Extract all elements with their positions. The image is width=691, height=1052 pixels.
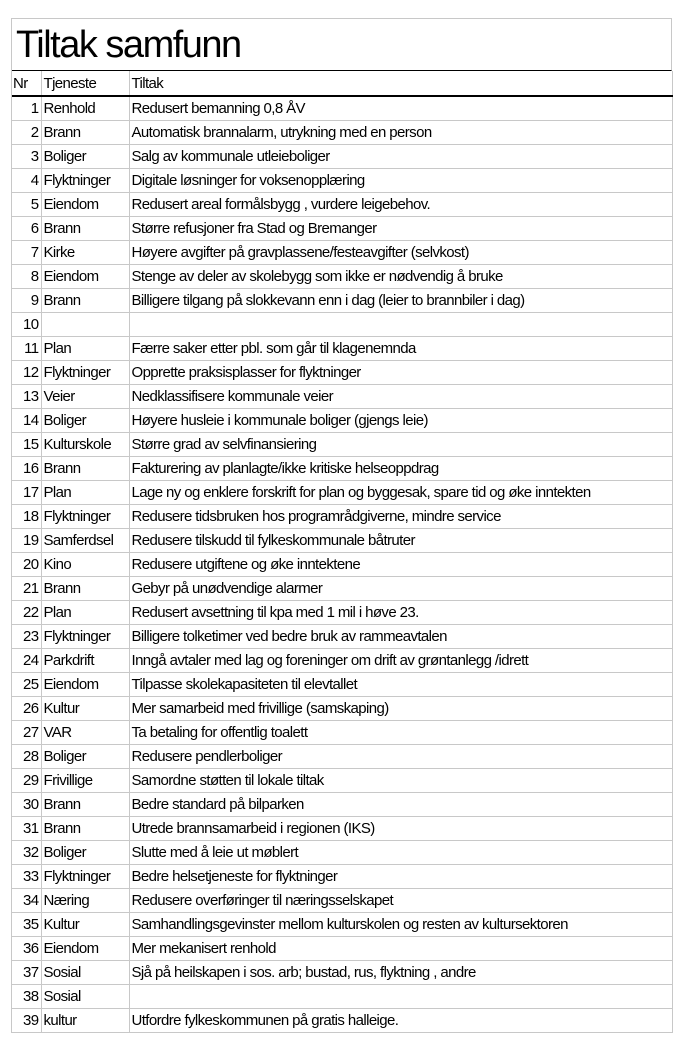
row-number-cell: 30 bbox=[12, 792, 41, 816]
table-row bbox=[12, 888, 672, 912]
measure-cell: Mer samarbeid med frivillige (samskaping) bbox=[129, 696, 672, 720]
measure-cell: Redusere tilskudd til fylkeskommunale båtruter bbox=[129, 528, 672, 552]
row-number-cell: 14 bbox=[12, 408, 41, 432]
service-cell: Eiendom bbox=[41, 936, 129, 960]
row-number-cell: 3 bbox=[12, 144, 41, 168]
service-cell: Brann bbox=[41, 792, 129, 816]
table-row bbox=[12, 960, 672, 984]
service-cell: Boliger bbox=[41, 408, 129, 432]
service-cell: Plan bbox=[41, 480, 129, 504]
row-number-cell: 13 bbox=[12, 384, 41, 408]
table-row bbox=[12, 408, 672, 432]
service-cell: Eiendom bbox=[41, 192, 129, 216]
service-cell: Plan bbox=[41, 600, 129, 624]
row-number-cell: 9 bbox=[12, 288, 41, 312]
service-cell: Parkdrift bbox=[41, 648, 129, 672]
table-row bbox=[12, 96, 672, 120]
table-row bbox=[12, 240, 672, 264]
measure-cell: Redusere overføringer til næringsselskapet bbox=[129, 888, 672, 912]
row-number-cell: 38 bbox=[12, 984, 41, 1008]
row-number-cell: 29 bbox=[12, 768, 41, 792]
measure-cell: Redusert bemanning 0,8 ÅV bbox=[129, 96, 672, 120]
table-row bbox=[12, 624, 672, 648]
measure-cell: Redusere pendlerboliger bbox=[129, 744, 672, 768]
table-row bbox=[12, 216, 672, 240]
table-row bbox=[12, 384, 672, 408]
page-title: Tiltak samfunn bbox=[12, 19, 672, 71]
row-number-cell: 33 bbox=[12, 864, 41, 888]
column-header-nr: Nr bbox=[12, 71, 41, 96]
service-cell: Næring bbox=[41, 888, 129, 912]
table-row bbox=[12, 456, 672, 480]
table-row bbox=[12, 720, 672, 744]
table-row bbox=[12, 696, 672, 720]
measure-cell bbox=[129, 312, 672, 336]
service-cell: Flyktninger bbox=[41, 360, 129, 384]
row-number-cell: 18 bbox=[12, 504, 41, 528]
row-number-cell: 37 bbox=[12, 960, 41, 984]
table-body bbox=[12, 96, 672, 1032]
service-cell: Flyktninger bbox=[41, 624, 129, 648]
service-cell: Samferdsel bbox=[41, 528, 129, 552]
row-number-cell: 8 bbox=[12, 264, 41, 288]
measures-table bbox=[12, 71, 673, 1033]
table-row bbox=[12, 120, 672, 144]
table-row bbox=[12, 600, 672, 624]
table-row bbox=[12, 912, 672, 936]
row-number-cell: 12 bbox=[12, 360, 41, 384]
row-number-cell: 25 bbox=[12, 672, 41, 696]
column-header-measure: Tiltak bbox=[129, 71, 672, 96]
table-row bbox=[12, 432, 672, 456]
row-number-cell: 39 bbox=[12, 1008, 41, 1032]
measure-cell: Fakturering av planlagte/ikke kritiske helseoppdrag bbox=[129, 456, 672, 480]
row-number-cell: 27 bbox=[12, 720, 41, 744]
measure-cell: Samordne støtten til lokale tiltak bbox=[129, 768, 672, 792]
measure-cell: Billigere tilgang på slokkevann enn i dag (leier to brannbiler i dag) bbox=[129, 288, 672, 312]
table-row bbox=[12, 936, 672, 960]
measure-cell: Bedre standard på bilparken bbox=[129, 792, 672, 816]
measure-cell: Nedklassifisere kommunale veier bbox=[129, 384, 672, 408]
table-row bbox=[12, 288, 672, 312]
measure-cell: Ta betaling for offentlig toalett bbox=[129, 720, 672, 744]
row-number-cell: 22 bbox=[12, 600, 41, 624]
measure-cell: Inngå avtaler med lag og foreninger om drift av grøntanlegg /idrett bbox=[129, 648, 672, 672]
measure-cell: Mer mekanisert renhold bbox=[129, 936, 672, 960]
measure-cell: Lage ny og enklere forskrift for plan og byggesak, spare tid og øke inntekten bbox=[129, 480, 672, 504]
row-number-cell: 5 bbox=[12, 192, 41, 216]
row-number-cell: 4 bbox=[12, 168, 41, 192]
table-row bbox=[12, 264, 672, 288]
table-row bbox=[12, 168, 672, 192]
service-cell: Eiendom bbox=[41, 264, 129, 288]
row-number-cell: 20 bbox=[12, 552, 41, 576]
measure-cell: Billigere tolketimer ved bedre bruk av rammeavtalen bbox=[129, 624, 672, 648]
measure-cell: Salg av kommunale utleieboliger bbox=[129, 144, 672, 168]
table-row bbox=[12, 312, 672, 336]
service-cell: Brann bbox=[41, 288, 129, 312]
row-number-cell: 23 bbox=[12, 624, 41, 648]
table-row bbox=[12, 984, 672, 1008]
measure-cell: Opprette praksisplasser for flyktninger bbox=[129, 360, 672, 384]
measure-cell: Høyere husleie i kommunale boliger (gjengs leie) bbox=[129, 408, 672, 432]
table-row bbox=[12, 480, 672, 504]
table-row bbox=[12, 528, 672, 552]
row-number-cell: 1 bbox=[12, 96, 41, 120]
service-cell: Kirke bbox=[41, 240, 129, 264]
row-number-cell: 11 bbox=[12, 336, 41, 360]
row-number-cell: 16 bbox=[12, 456, 41, 480]
service-cell: Veier bbox=[41, 384, 129, 408]
measure-cell: Sjå på heilskapen i sos. arb; bustad, rus, flyktning , andre bbox=[129, 960, 672, 984]
table-row bbox=[12, 360, 672, 384]
service-cell: VAR bbox=[41, 720, 129, 744]
table-header-row bbox=[12, 71, 672, 96]
row-number-cell: 10 bbox=[12, 312, 41, 336]
service-cell: Frivillige bbox=[41, 768, 129, 792]
service-cell: Boliger bbox=[41, 144, 129, 168]
measure-cell: Stenge av deler av skolebygg som ikke er nødvendig å bruke bbox=[129, 264, 672, 288]
table-row bbox=[12, 672, 672, 696]
measure-cell: Bedre helsetjeneste for flyktninger bbox=[129, 864, 672, 888]
service-cell: Sosial bbox=[41, 984, 129, 1008]
service-cell: Eiendom bbox=[41, 672, 129, 696]
service-cell: Renhold bbox=[41, 96, 129, 120]
spreadsheet bbox=[11, 18, 672, 1033]
measure-cell: Større grad av selvfinansiering bbox=[129, 432, 672, 456]
service-cell: Kino bbox=[41, 552, 129, 576]
table-row bbox=[12, 576, 672, 600]
measure-cell: Automatisk brannalarm, utrykning med en person bbox=[129, 120, 672, 144]
service-cell: Plan bbox=[41, 336, 129, 360]
service-cell: kultur bbox=[41, 1008, 129, 1032]
measure-cell bbox=[129, 984, 672, 1008]
service-cell: Kulturskole bbox=[41, 432, 129, 456]
row-number-cell: 32 bbox=[12, 840, 41, 864]
table-row bbox=[12, 864, 672, 888]
table-row bbox=[12, 648, 672, 672]
table-row bbox=[12, 840, 672, 864]
row-number-cell: 31 bbox=[12, 816, 41, 840]
row-number-cell: 17 bbox=[12, 480, 41, 504]
row-number-cell: 28 bbox=[12, 744, 41, 768]
row-number-cell: 21 bbox=[12, 576, 41, 600]
measure-cell: Tilpasse skolekapasiteten til elevtallet bbox=[129, 672, 672, 696]
measure-cell: Gebyr på unødvendige alarmer bbox=[129, 576, 672, 600]
measure-cell: Høyere avgifter på gravplassene/festeavgifter (selvkost) bbox=[129, 240, 672, 264]
row-number-cell: 26 bbox=[12, 696, 41, 720]
measure-cell: Utrede brannsamarbeid i regionen (IKS) bbox=[129, 816, 672, 840]
service-cell: Sosial bbox=[41, 960, 129, 984]
service-cell: Brann bbox=[41, 816, 129, 840]
service-cell: Brann bbox=[41, 456, 129, 480]
service-cell: Flyktninger bbox=[41, 168, 129, 192]
measure-cell: Redusere utgiftene og øke inntektene bbox=[129, 552, 672, 576]
service-cell: Flyktninger bbox=[41, 504, 129, 528]
row-number-cell: 6 bbox=[12, 216, 41, 240]
measure-cell: Slutte med å leie ut møblert bbox=[129, 840, 672, 864]
service-cell: Brann bbox=[41, 216, 129, 240]
row-number-cell: 2 bbox=[12, 120, 41, 144]
table-row bbox=[12, 336, 672, 360]
row-number-cell: 35 bbox=[12, 912, 41, 936]
service-cell bbox=[41, 312, 129, 336]
service-cell: Kultur bbox=[41, 912, 129, 936]
service-cell: Boliger bbox=[41, 744, 129, 768]
service-cell: Kultur bbox=[41, 696, 129, 720]
row-number-cell: 24 bbox=[12, 648, 41, 672]
column-header-service: Tjeneste bbox=[41, 71, 129, 96]
table-row bbox=[12, 768, 672, 792]
table-row bbox=[12, 792, 672, 816]
measure-cell: Redusert areal formålsbygg , vurdere leigebehov. bbox=[129, 192, 672, 216]
table-row bbox=[12, 1008, 672, 1032]
measure-cell: Større refusjoner fra Stad og Bremanger bbox=[129, 216, 672, 240]
table-row bbox=[12, 144, 672, 168]
measure-cell: Redusere tidsbruken hos programrådgiverne, mindre service bbox=[129, 504, 672, 528]
row-number-cell: 15 bbox=[12, 432, 41, 456]
measure-cell: Utfordre fylkeskommunen på gratis halleige. bbox=[129, 1008, 672, 1032]
measure-cell: Redusert avsettning til kpa med 1 mil i høve 23. bbox=[129, 600, 672, 624]
table-row bbox=[12, 816, 672, 840]
table-row bbox=[12, 744, 672, 768]
service-cell: Brann bbox=[41, 576, 129, 600]
row-number-cell: 36 bbox=[12, 936, 41, 960]
row-number-cell: 19 bbox=[12, 528, 41, 552]
measure-cell: Digitale løsninger for voksenopplæring bbox=[129, 168, 672, 192]
service-cell: Flyktninger bbox=[41, 864, 129, 888]
row-number-cell: 34 bbox=[12, 888, 41, 912]
table-row bbox=[12, 192, 672, 216]
measure-cell: Samhandlingsgevinster mellom kulturskolen og resten av kultursektoren bbox=[129, 912, 672, 936]
service-cell: Boliger bbox=[41, 840, 129, 864]
table-row bbox=[12, 552, 672, 576]
measure-cell: Færre saker etter pbl. som går til klagenemnda bbox=[129, 336, 672, 360]
table-row bbox=[12, 504, 672, 528]
service-cell: Brann bbox=[41, 120, 129, 144]
row-number-cell: 7 bbox=[12, 240, 41, 264]
